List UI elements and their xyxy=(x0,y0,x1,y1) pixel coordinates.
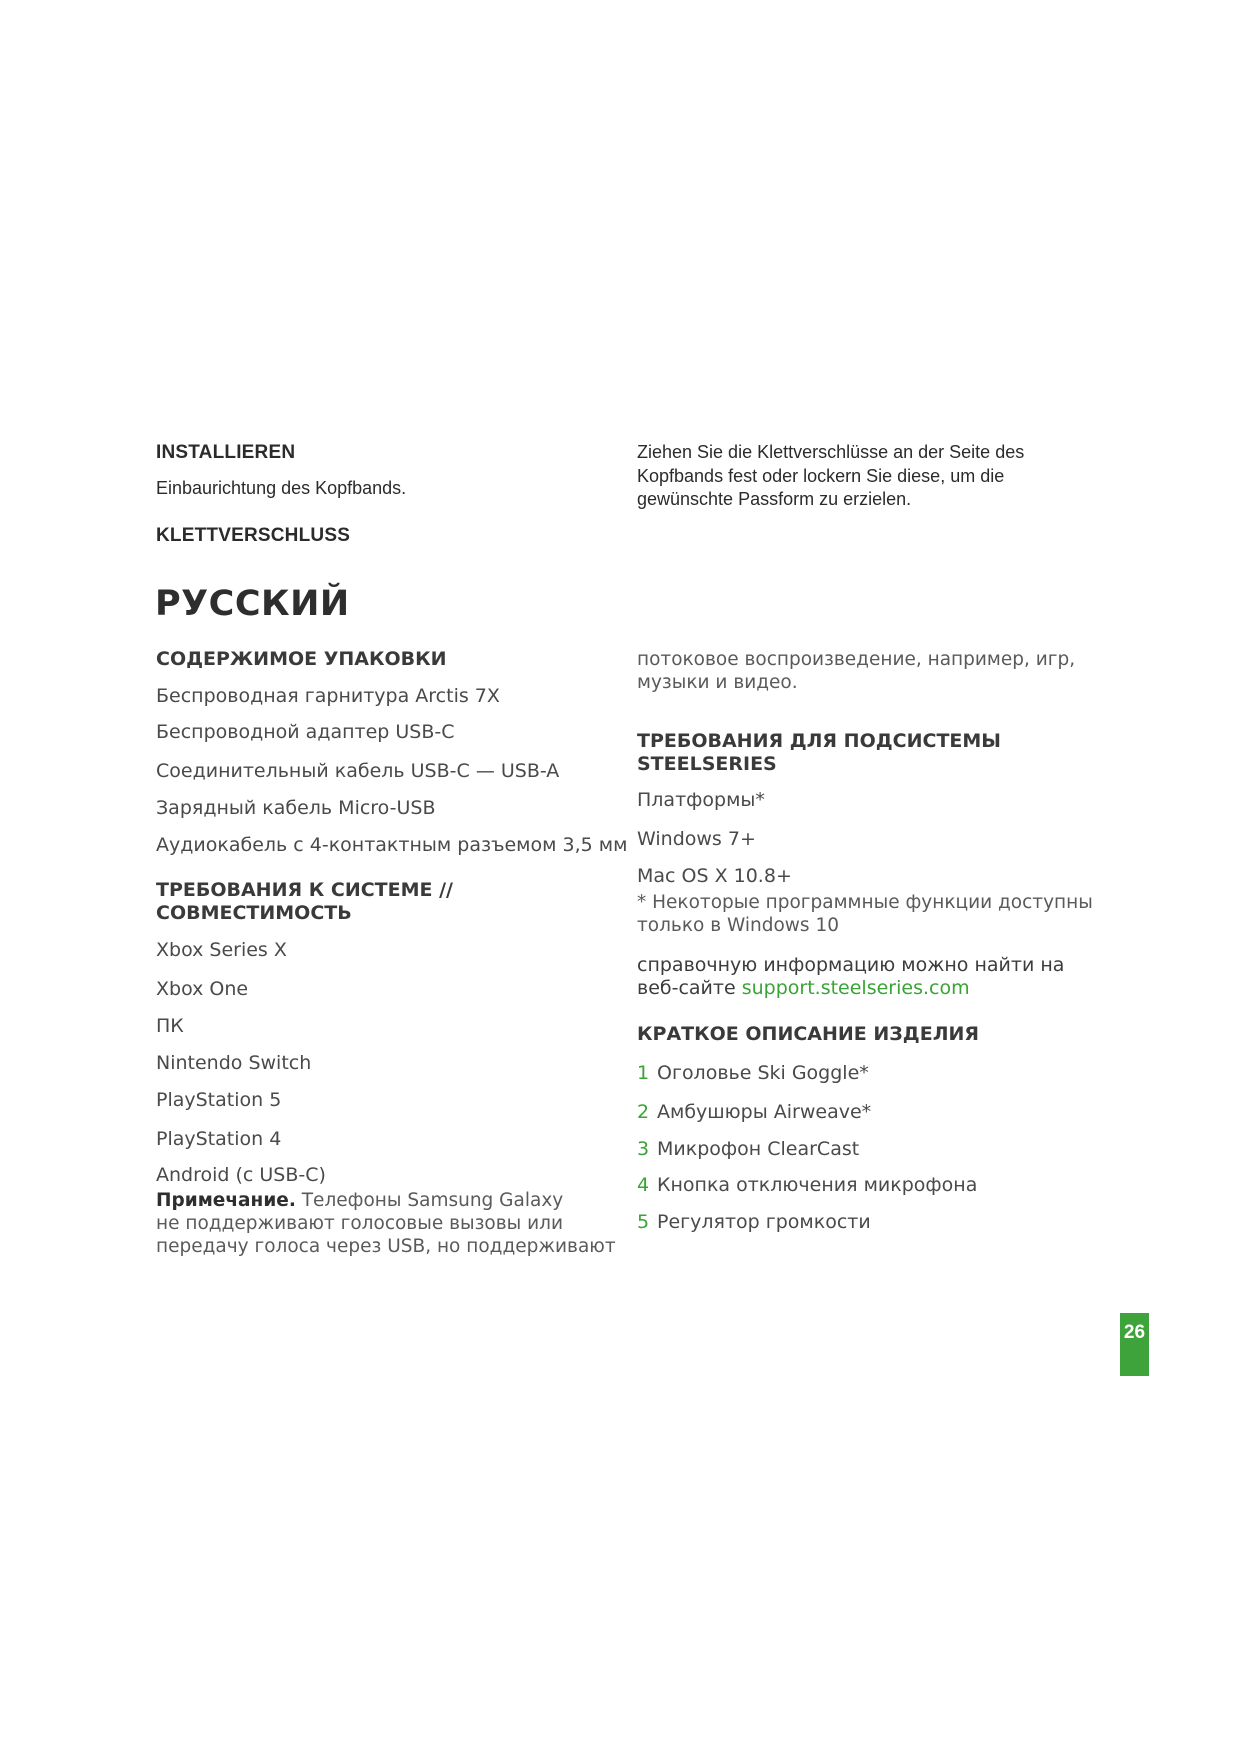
note-continuation xyxy=(637,648,1097,694)
page-number: 26 xyxy=(1120,1313,1149,1376)
note-text: Телефоны Samsung Galaxy xyxy=(295,1190,564,1211)
compat-item: PlayStation 4 xyxy=(156,1128,282,1150)
note-text: передачу голоса через USB, но поддерживают xyxy=(156,1236,616,1257)
compat-item: ПК xyxy=(156,1015,184,1037)
compat-item: Android (с USB-C) xyxy=(156,1164,326,1186)
overview-item xyxy=(637,1211,871,1233)
system-heading-line: ТРЕБОВАНИЯ К СИСТЕМЕ // xyxy=(156,879,453,901)
overview-item-label: Микрофон ClearCast xyxy=(657,1138,860,1160)
engine-heading xyxy=(637,730,1001,776)
engine-heading-line: STEELSERIES xyxy=(637,753,777,775)
engine-heading-line: ТРЕБОВАНИЯ ДЛЯ ПОДСИСТЕМЫ xyxy=(637,730,1001,752)
package-heading: СОДЕРЖИМОЕ УПАКОВКИ xyxy=(156,648,447,670)
overview-item xyxy=(637,1101,871,1123)
compat-item: Xbox One xyxy=(156,978,249,1000)
overview-item-label: Регулятор громкости xyxy=(657,1211,871,1233)
compat-item: Xbox Series X xyxy=(156,939,287,961)
system-heading xyxy=(156,879,453,925)
package-item: Аудиокабель с 4-контактным разъемом 3,5 мм xyxy=(156,834,628,856)
note-paragraph xyxy=(156,1189,616,1258)
footnote xyxy=(637,891,1107,937)
package-item: Зарядный кабель Micro-USB xyxy=(156,797,436,819)
overview-item xyxy=(637,1062,869,1084)
package-item: Беспроводной адаптер USB-C xyxy=(156,721,455,743)
velcro-text-line: gewünschte Passform zu erzielen. xyxy=(637,489,912,509)
package-item: Беспроводная гарнитура Arctis 7X xyxy=(156,685,500,707)
velcro-text-line: Kopfbands fest oder lockern Sie diese, um die xyxy=(637,465,1005,486)
overview-item-number: 1 xyxy=(637,1062,650,1084)
overview-item-number: 4 xyxy=(637,1174,650,1196)
overview-item-number: 3 xyxy=(637,1138,650,1160)
note-text: музыки и видео. xyxy=(637,672,798,693)
note-label: Примечание. xyxy=(156,1190,296,1211)
help-text-line: справочную информацию можно найти на xyxy=(637,954,1065,976)
platform-item: Mac OS X 10.8+ xyxy=(637,865,792,887)
overview-item xyxy=(637,1174,977,1196)
overview-heading: КРАТКОЕ ОПИСАНИЕ ИЗДЕЛИЯ xyxy=(637,1023,980,1045)
install-text: Einbaurichtung des Kopfbands. xyxy=(156,478,407,498)
platforms-label: Платформы* xyxy=(637,789,765,811)
system-heading-line: СОВМЕСТИМОСТЬ xyxy=(156,902,352,924)
note-text: не поддерживают голосовые вызовы или xyxy=(156,1213,564,1234)
overview-item-number: 2 xyxy=(637,1101,650,1123)
velcro-heading: KLETTVERSCHLUSS xyxy=(156,525,351,546)
footnote-line: * Некоторые программные функции доступны xyxy=(637,892,1093,913)
overview-item-label: Кнопка отключения микрофона xyxy=(657,1174,978,1196)
footnote-line: только в Windows 10 xyxy=(637,915,839,936)
overview-item-number: 5 xyxy=(637,1211,650,1233)
overview-item-label: Оголовье Ski Goggle* xyxy=(657,1062,869,1084)
velcro-text xyxy=(637,441,1097,512)
velcro-text-line: Ziehen Sie die Klettverschlüsse an der Seite des xyxy=(637,442,1025,462)
support-link[interactable]: support.steelseries.com xyxy=(741,977,970,999)
help-text-line: веб-сайте xyxy=(637,977,742,999)
compat-item: PlayStation 5 xyxy=(156,1089,282,1111)
install-heading: INSTALLIEREN xyxy=(156,442,296,463)
overview-item-label: Амбушюры Airweave* xyxy=(657,1101,872,1123)
help-text xyxy=(637,954,1107,1000)
platform-item: Windows 7+ xyxy=(637,828,756,850)
package-item: Соединительный кабель USB-C — USB-A xyxy=(156,760,560,782)
note-text: потоковое воспроизведение, например, игр, xyxy=(637,649,1076,670)
section-title: РУССКИЙ xyxy=(155,584,350,624)
compat-item: Nintendo Switch xyxy=(156,1052,312,1074)
overview-item xyxy=(637,1138,859,1160)
